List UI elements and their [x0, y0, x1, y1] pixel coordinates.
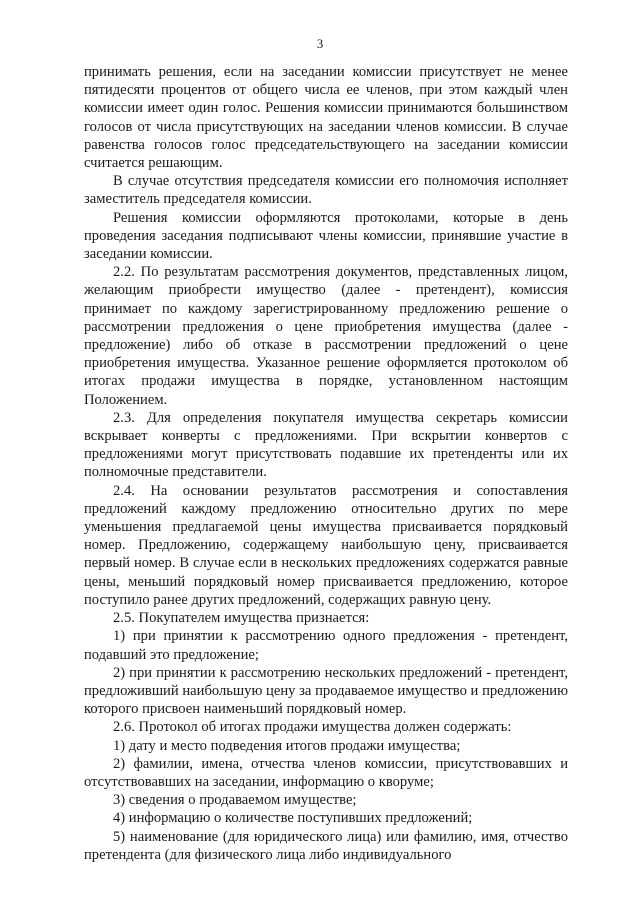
paragraph-2-6: 2.6. Протокол об итогах продажи имущества должен содержать:: [113, 719, 512, 736]
paragraph-2-5: 2.5. Покупателем имущества признается:: [113, 610, 370, 627]
paragraph-continuation: принимать решения, если на заседании комиссии присутствует не менее пятидесяти процентов от общего числа ее членов, при этом каждый член комиссии имеет один голос. Решения комиссии принимаются большинством голосов от числа присутствующих на заседании членов комиссии. В случае равенства голосов голос председательствующего на заседании комиссии считается решающим.: [84, 64, 568, 172]
paragraph-protocols: Решения комиссии оформляются протоколами, которые в день проведения заседания подписывают члены комиссии, принявшие участие в заседании комиссии.: [84, 209, 568, 263]
paragraph-2-4: 2.4. На основании результатов рассмотрения и сопоставления предложений каждому предложению относительно других по мере уменьшения предлагаемой цены имущества присваивается порядковый номер. Предложению, содержащему наибольшую цену, присваивается первый номер. В случае если в нескольких предложениях содержатся равные цены, меньший порядковый номер присваивается предложению, которое поступило ранее других предложений, содержащих равную цену.: [84, 482, 568, 608]
page-number: 3: [316, 36, 324, 51]
list-item-2-6-4: 4) информацию о количестве поступивших предложений;: [113, 810, 473, 827]
list-item-2-6-2: 2) фамилии, имена, отчества членов комиссии, присутствовавших и отсутствовавших на заседании, информацию о кворуме;: [84, 755, 568, 790]
paragraph-2-3: 2.3. Для определения покупателя имущества секретарь комиссии вскрывает конверты с предложениями. При вскрытии конвертов с предложениями могут присутствовать подавшие их претенденты или их полномочные представители.: [84, 409, 568, 481]
list-item-2-6-1: 1) дату и место подведения итогов продажи имущества;: [113, 737, 461, 754]
list-item-2-6-3: 3) сведения о продаваемом имуществе;: [113, 792, 357, 809]
paragraph-2-2: 2.2. По результатам рассмотрения документов, представленных лицом, желающим приобрести имущество (далее - претендент), комиссия принимает по каждому зарегистрированному предложению решение о рассмотрении предложения о цене приобретения имущества (далее - предложение) либо об отказе в рассмотрении предложений о цене приобретения имущества. Указанное решение оформляется протоколом об итогах продажи имущества в порядке, установленном настоящим Положением.: [84, 264, 568, 408]
paragraph-chairman-absence: В случае отсутствия председателя комиссии его полномочия исполняет заместитель председателя комиссии.: [84, 173, 568, 208]
body-text: [84, 63, 568, 864]
list-item-2-5-2: 2) при принятии к рассмотрению нескольких предложений - претендент, предложивший наибольшую цену за продаваемое имущество и предложению которого присвоен наименьший порядковый номер.: [84, 664, 568, 718]
list-item-2-5-1: 1) при принятии к рассмотрению одного предложения - претендент, подавший это предложение;: [84, 628, 568, 663]
list-item-2-6-5: 5) наименование (для юридического лица) или фамилию, имя, отчество претендента (для физического лица либо индивидуального: [84, 828, 568, 863]
